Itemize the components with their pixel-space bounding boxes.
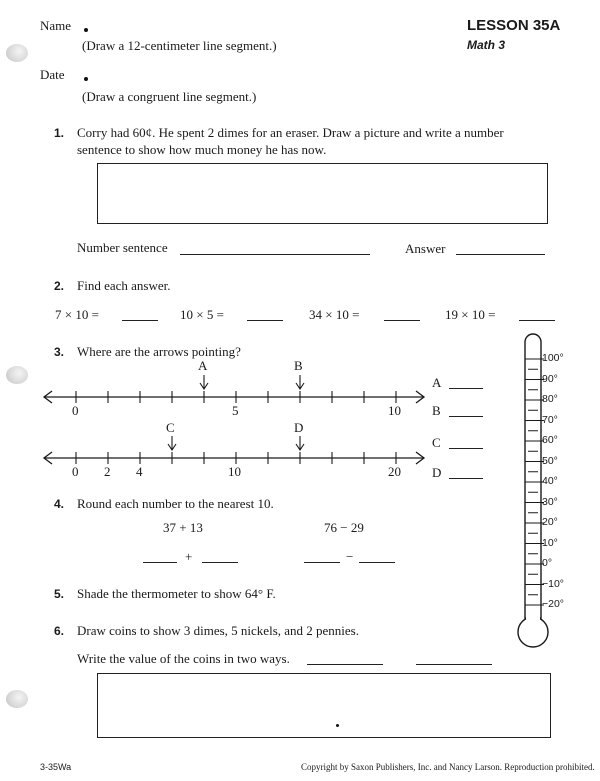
line1-tick-label-0: 0	[72, 403, 79, 418]
q4-expression-1: 37 + 13	[163, 520, 203, 535]
q4-round-1a[interactable]	[143, 562, 177, 563]
q4-round-2a[interactable]	[304, 562, 340, 563]
answer-label-b: B	[432, 403, 441, 418]
number-line-1-ticks	[76, 391, 396, 403]
thermometer-label: 20°	[542, 516, 558, 528]
arrow-label-c: C	[166, 420, 175, 435]
q2-answer-1[interactable]	[122, 320, 158, 321]
q2-answer-4[interactable]	[519, 320, 555, 321]
q6-drawing-box[interactable]	[97, 673, 551, 738]
date-dot	[84, 77, 88, 81]
thermometer-label: 10°	[542, 536, 558, 549]
answer-label-d: D	[432, 465, 442, 480]
date-label: Date	[40, 67, 65, 82]
subject-title: Math 3	[467, 38, 506, 52]
thermometer-label: 60°	[542, 434, 558, 446]
line2-tick-label-4: 4	[136, 464, 143, 479]
answer-label-c: C	[432, 435, 441, 450]
thermometer-joint	[526, 612, 540, 620]
number-sentence-blank[interactable]	[180, 254, 370, 255]
thermometer-label: 100°	[542, 352, 564, 364]
q3-number: 3.	[54, 345, 65, 359]
q3-text: Where are the arrows pointing?	[77, 344, 241, 359]
q6-subtext: Write the value of the coins in two ways.	[77, 651, 290, 666]
arrow-d-head	[296, 444, 304, 450]
q2-answer-2[interactable]	[247, 320, 283, 321]
line2-tick-label-10: 10	[228, 464, 241, 479]
answer-blank[interactable]	[456, 254, 545, 255]
thermometer-label: −20°	[542, 598, 565, 610]
arrow-label-b: B	[294, 358, 303, 373]
q2-number: 2.	[54, 279, 65, 293]
answer-label: Answer	[405, 241, 446, 256]
q4-op-1: +	[185, 549, 193, 564]
q2-problem-2: 10 × 5 =	[180, 307, 224, 322]
name-instruction: (Draw a 12-centimeter line segment.)	[82, 38, 277, 53]
number-line-1	[44, 375, 424, 403]
line1-tick-label-10: 10	[388, 403, 401, 418]
line2-tick-label-20: 20	[388, 464, 401, 479]
q5-text: Shade the thermometer to show 64° F.	[77, 586, 276, 601]
name-label: Name	[40, 18, 72, 33]
q1-text-line2: sentence to show how much money he has now.	[77, 142, 327, 157]
q4-text: Round each number to the nearest 10.	[77, 496, 274, 511]
q4-round-1b[interactable]	[202, 562, 238, 563]
thermometer-label: 50°	[542, 454, 558, 467]
q2-problem-4: 19 × 10 =	[445, 307, 496, 322]
arrow-label-a: A	[198, 358, 208, 373]
thermometer-label: −10°	[542, 577, 565, 590]
q2-text: Find each answer.	[77, 278, 171, 293]
q2-answer-3[interactable]	[384, 320, 420, 321]
footer-code: 3-35Wa	[40, 762, 72, 772]
number-line-2-ticks	[76, 452, 396, 464]
q4-round-2b[interactable]	[359, 562, 395, 563]
q4-number: 4.	[54, 497, 65, 511]
arrow-b-head	[296, 383, 304, 389]
footer-copyright: Copyright by Saxon Publishers, Inc. and Nancy Larson. Reproduction prohibited.	[301, 762, 595, 772]
binder-hole-top	[6, 44, 28, 62]
line2-tick-label-0: 0	[72, 464, 79, 479]
q1-number: 1.	[54, 126, 65, 140]
q4-expression-2: 76 − 29	[324, 520, 364, 535]
binder-hole-bottom	[6, 690, 28, 708]
q6-value-blank-2[interactable]	[416, 664, 492, 665]
answer-blank-a[interactable]	[449, 388, 483, 389]
thermometer-label: 0°	[542, 557, 553, 569]
answer-blank-b[interactable]	[449, 416, 483, 417]
thermometer-label: 80°	[542, 393, 558, 405]
q6-number: 6.	[54, 624, 65, 638]
arrow-c-head	[168, 444, 176, 450]
q6-value-blank-1[interactable]	[307, 664, 383, 665]
q4-op-2: −	[346, 549, 354, 564]
answer-blank-c[interactable]	[449, 448, 483, 449]
thermometer-label: 30°	[542, 495, 558, 508]
number-line-2	[44, 436, 424, 464]
number-line-1-right-arrowhead	[416, 391, 424, 403]
q1-text-line1: Corry had 60¢. He spent 2 dimes for an eraser. Draw a picture and write a number	[77, 125, 504, 140]
answer-blank-d[interactable]	[449, 478, 483, 479]
q6-box-mark	[336, 724, 339, 727]
lesson-title: LESSON 35A	[467, 17, 561, 34]
arrow-a-head	[200, 383, 208, 389]
thermometer-label: 90°	[542, 372, 558, 385]
line2-tick-label-2: 2	[104, 464, 111, 479]
name-dot	[84, 28, 88, 32]
q2-problem-3: 34 × 10 =	[309, 307, 360, 322]
thermometer-label: 40°	[542, 475, 558, 487]
number-line-1-left-arrowhead	[44, 391, 52, 403]
thermometer-bulb	[518, 617, 548, 647]
q6-text: Draw coins to show 3 dimes, 5 nickels, and 2 pennies.	[77, 623, 359, 638]
binder-hole-middle	[6, 366, 28, 384]
number-line-2-left-arrowhead	[44, 452, 52, 464]
number-sentence-label: Number sentence	[77, 240, 168, 255]
thermometer-label: 70°	[542, 413, 558, 426]
arrow-label-d: D	[294, 420, 304, 435]
q1-drawing-box[interactable]	[97, 163, 548, 224]
thermometer-tube[interactable]	[525, 334, 541, 618]
number-line-2-right-arrowhead	[416, 452, 424, 464]
line1-tick-label-5: 5	[232, 403, 239, 418]
q5-number: 5.	[54, 587, 65, 601]
answer-label-a: A	[432, 375, 442, 390]
q2-problem-1: 7 × 10 =	[55, 307, 99, 322]
date-instruction: (Draw a congruent line segment.)	[82, 89, 257, 104]
